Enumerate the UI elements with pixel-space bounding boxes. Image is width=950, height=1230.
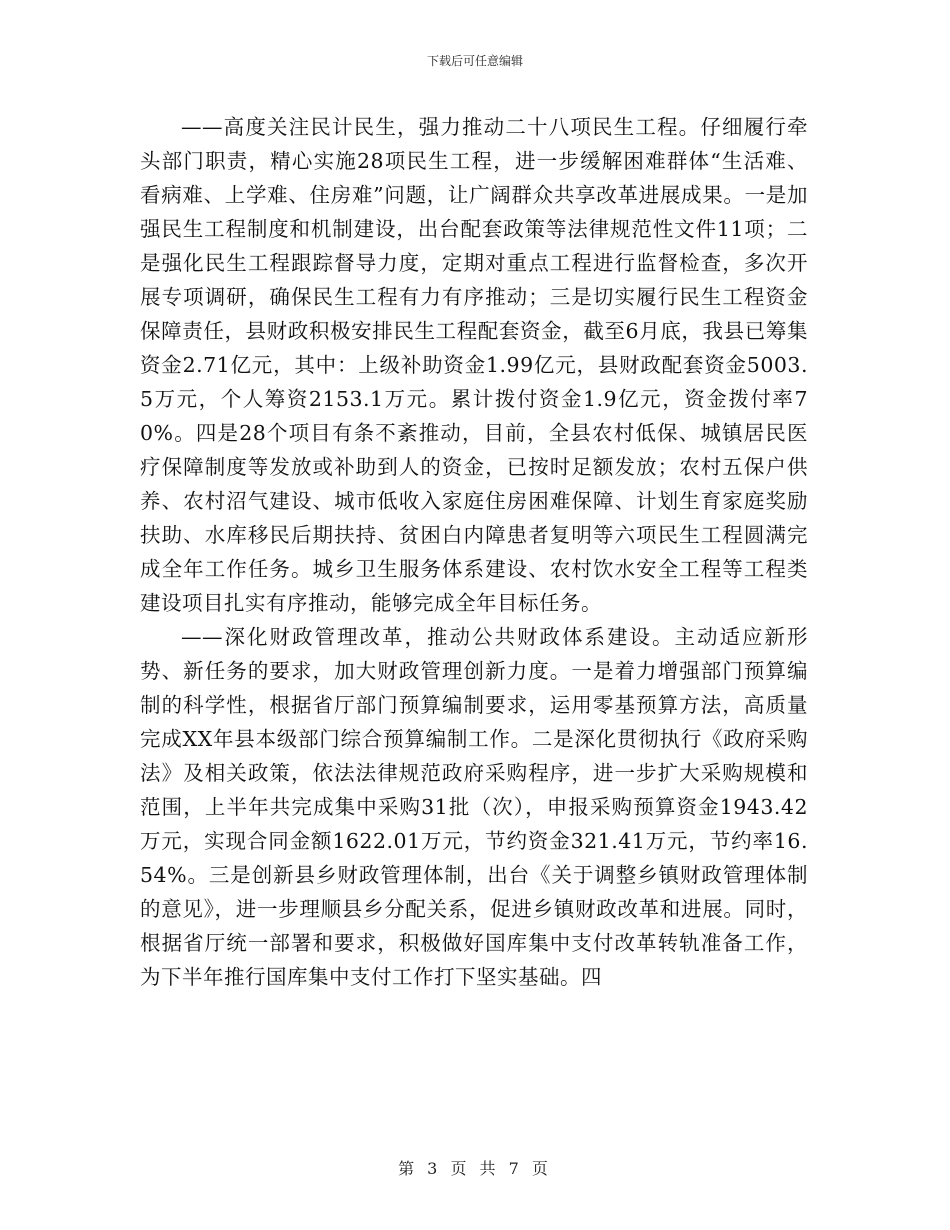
document-body bbox=[140, 110, 808, 994]
page-footer: 第 3 页 共 7 页 bbox=[398, 1159, 552, 1178]
paragraph-livelihood: ——高度关注民计民生，强力推动二十八项民生工程。仔细履行牵头部门职责，精心实施28项民生工程，进一步缓解困难群体“生活难、看病难、上学难、住房难”问题，让广阔群众共享改革进展成果。一是加强民生工程制度和机制建设，出台配套政策等法律规范性文件11项；二是强化民生工程跟踪督导力度，定期对重点工程进行监督检查，多次开展专项调研，确保民生工程有力有序推动；三是切实履行民生工程资金保障责任，县财政积极安排民生工程配套资金，截至6月底，我县已筹集资金2.71亿元，其中：上级补助资金1.99亿元，县财政配套资金5003.5万元，个人筹资2153.1万元。累计拨付资金1.9亿元，资金拨付率70%。四是28个项目有条不紊推动，目前，全县农村低保、城镇居民医疗保障制度等发放或补助到人的资金，已按时足额发放；农村五保户供养、农村沼气建设、城市低收入家庭住房困难保障、计划生育家庭奖励扶助、水库移民后期扶持、贫困白内障患者复明等六项民生工程圆满完成全年工作任务。城乡卫生服务体系建设、农村饮水安全工程等工程类建设项目扎实有序推动，能够完成全年目标任务。 bbox=[140, 115, 808, 615]
page-header: 下载后可任意编辑 bbox=[426, 54, 523, 68]
paragraph-finance-reform: ——深化财政管理改革，推动公共财政体系建设。主动适应新形势、新任务的要求，加大财政管理创新力度。一是着力增强部门预算编制的科学性，根据省厅部门预算编制要求，运用零基预算方法，高质量完成XX年县本级部门综合预算编制工作。二是深化贯彻执行《政府采购法》及相关政策，依法法律规范政府采购程序，进一步扩大采购规模和范围，上半年共完成集中采购31批（次），申报采购预算资金1943.42万元，实现合同金额1622.01万元，节约资金321.41万元，节约率16.54%。三是创新县乡财政管理体制，出台《关于调整乡镇财政管理体制的意见》，进一步理顺县乡分配关系，促进乡镇财政改革和进展。同时，根据省厅统一部署和要求，积极做好国库集中支付改革转轨准备工作，为下半年推行国库集中支付工作打下坚实基础。四 bbox=[140, 625, 808, 989]
